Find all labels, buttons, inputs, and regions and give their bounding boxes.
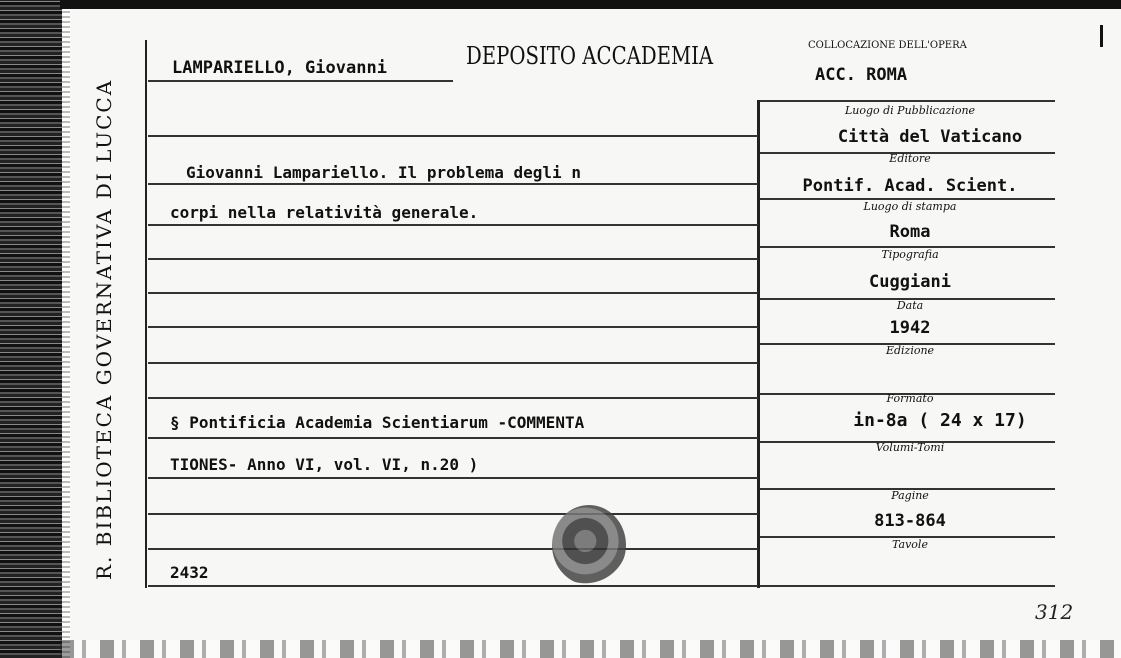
- ruled-line: [148, 183, 758, 185]
- scan-dark-edge: [0, 0, 62, 658]
- field-label-tavole: Tavole: [892, 538, 928, 551]
- field-label-edizione: Edizione: [885, 344, 935, 357]
- field-value-tipografia: Cuggiani: [869, 272, 951, 292]
- collocazione-value: ACC. ROMA: [815, 65, 908, 85]
- left-margin-rule: [145, 40, 147, 588]
- ruled-line: [148, 477, 758, 479]
- ruled-line: [148, 135, 758, 137]
- institution-name: R. BIBLIOTECA GOVERNATIVA DI LUCCA: [92, 78, 116, 580]
- field-label-formato: Formato: [886, 392, 934, 405]
- series-line-1: § Pontificia Academia Scientiarum -COMMENTA: [170, 413, 585, 432]
- scan-bottom-band: [60, 640, 1121, 658]
- ruled-line: [148, 437, 758, 439]
- corner-mark: [1100, 25, 1103, 47]
- field-label-luogo-stampa: Luogo di stampa: [863, 200, 957, 213]
- title-line-2: corpi nella relatività generale.: [170, 203, 479, 222]
- author-name: LAMPARIELLO, Giovanni: [172, 58, 387, 78]
- field-value-formato: in-8a ( 24 x 17): [853, 410, 1027, 431]
- scan-top-band: [60, 0, 1121, 9]
- ruled-line: [148, 362, 758, 364]
- ruled-line: [148, 585, 758, 587]
- header-label: DEPOSITO ACCADEMIA: [466, 42, 714, 70]
- field-value-editore: Pontif. Acad. Scient.: [802, 176, 1018, 196]
- ruled-line: [148, 292, 758, 294]
- handwritten-note: 312: [1035, 600, 1074, 624]
- field-value-pagine: 813-864: [874, 511, 946, 531]
- ruled-line: [760, 585, 1055, 587]
- field-label-luogo-pubblicazione: Luogo di Pubblicazione: [844, 104, 976, 117]
- field-value-luogo-pubblicazione: Città del Vaticano: [837, 127, 1023, 147]
- scan-edge-strip: [62, 0, 70, 658]
- field-value-luogo-stampa: Roma: [889, 222, 931, 242]
- collocazione-label: COLLOCAZIONE DELL'OPERA: [808, 40, 967, 51]
- field-value-data: 1942: [889, 318, 931, 338]
- ruled-line: [760, 100, 1055, 102]
- ruled-line: [148, 80, 453, 82]
- library-stamp: [552, 505, 626, 585]
- ruled-line: [148, 326, 758, 328]
- ruled-line: [148, 397, 758, 399]
- field-label-volumi-tomi: Volumi-Tomi: [875, 441, 945, 454]
- field-label-data: Data: [896, 299, 924, 312]
- ruled-line: [148, 224, 758, 226]
- ruled-line: [148, 258, 758, 260]
- field-label-tipografia: Tipografia: [881, 248, 939, 261]
- ruled-line: [148, 513, 758, 515]
- inventory-number: 2432: [170, 563, 209, 582]
- field-label-editore: Editore: [889, 152, 931, 165]
- series-line-2: TIONES- Anno VI, vol. VI, n.20 ): [170, 455, 479, 474]
- field-label-pagine: Pagine: [891, 489, 929, 502]
- ruled-line: [148, 548, 758, 550]
- title-line-1: Giovanni Lampariello. Il problema degli n: [186, 163, 581, 182]
